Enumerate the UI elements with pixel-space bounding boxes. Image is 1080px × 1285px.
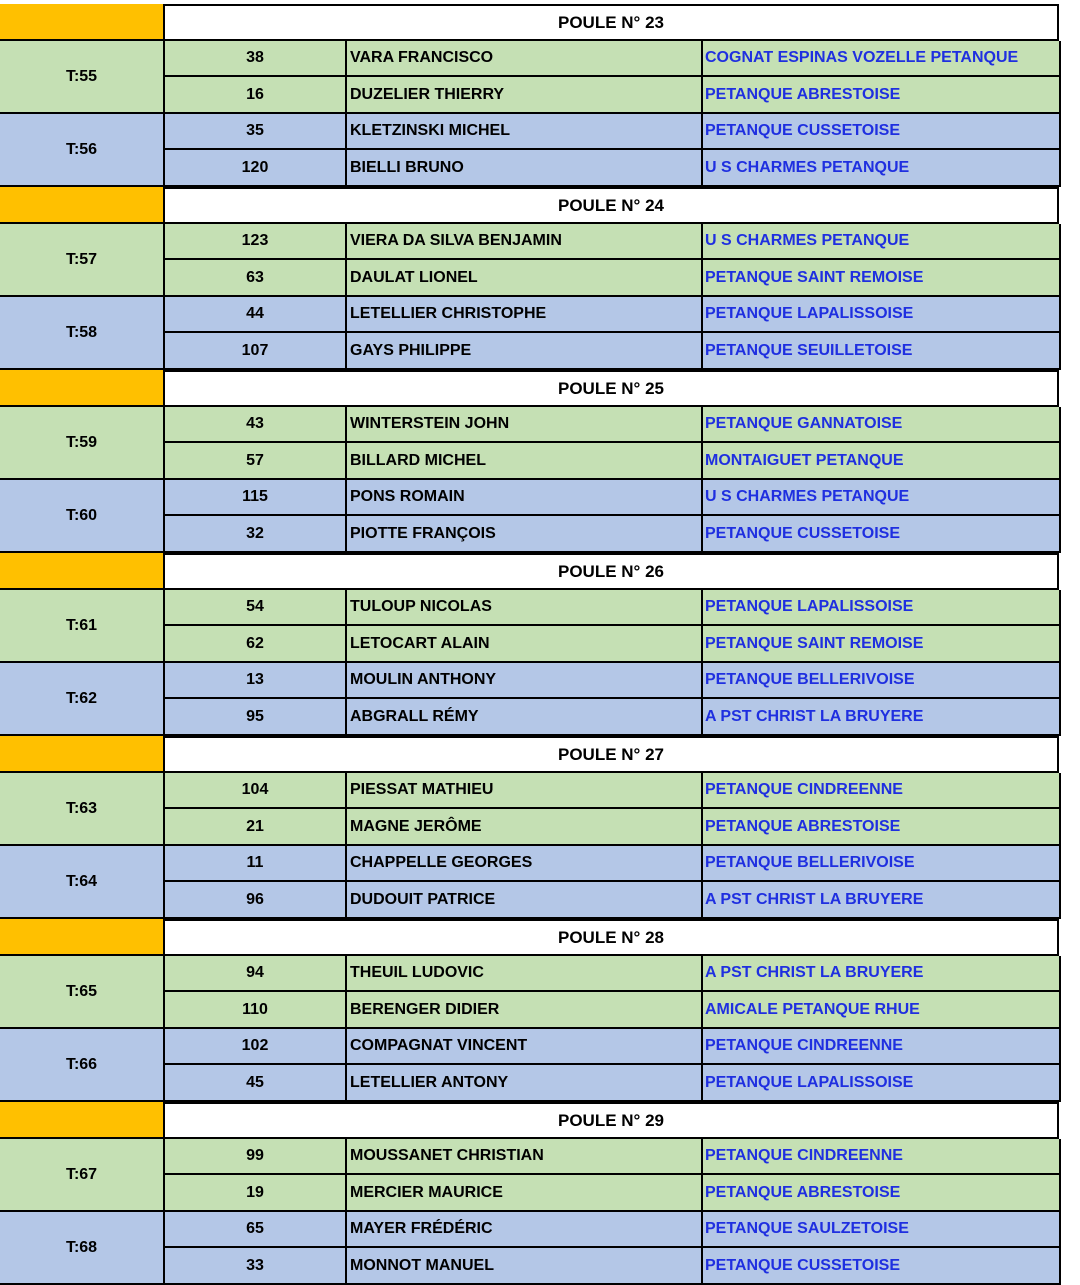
table-label: T:67 <box>0 1139 163 1212</box>
player-number: 120 <box>165 150 347 185</box>
table-label: T:57 <box>0 224 163 297</box>
player-row <box>163 809 1061 846</box>
player-name: VARA FRANCISCO <box>347 41 703 75</box>
player-club: PETANQUE SAINT REMOISE <box>705 268 924 286</box>
poule-section <box>0 187 1059 370</box>
player-name: MAYER FRÉDÉRIC <box>347 1212 703 1246</box>
player-number: 19 <box>165 1175 347 1210</box>
poule-title: POULE N° 24 <box>163 187 1059 224</box>
player-row <box>163 516 1061 553</box>
player-number: 35 <box>165 114 347 148</box>
player-club: PETANQUE BELLERIVOISE <box>705 671 915 688</box>
player-club: PETANQUE CUSSETOISE <box>705 122 900 139</box>
player-club: PETANQUE SAINT REMOISE <box>705 634 924 652</box>
poule-section <box>0 1102 1059 1285</box>
table-group <box>0 1029 1059 1102</box>
player-club: PETANQUE CINDREENNE <box>705 1037 903 1054</box>
player-row <box>163 992 1061 1029</box>
player-name: DUZELIER THIERRY <box>347 77 703 112</box>
player-club: PETANQUE LAPALISSOISE <box>705 598 914 615</box>
player-name: BIELLI BRUNO <box>347 150 703 185</box>
poule-header <box>0 370 1059 407</box>
player-name: LETELLIER ANTONY <box>347 1065 703 1100</box>
player-club: PETANQUE CINDREENNE <box>705 781 903 798</box>
poule-section <box>0 4 1059 187</box>
player-number: 107 <box>165 333 347 368</box>
player-name: THEUIL LUDOVIC <box>347 956 703 990</box>
player-club: COGNAT ESPINAS VOZELLE PETANQUE <box>705 49 1019 66</box>
table-label: T:61 <box>0 590 163 663</box>
poule-title: POULE N° 25 <box>163 370 1059 407</box>
player-number: 94 <box>165 956 347 990</box>
poule-marker <box>0 919 163 956</box>
poule-title: POULE N° 26 <box>163 553 1059 590</box>
poule-header <box>0 187 1059 224</box>
player-club: A PST CHRIST LA BRUYERE <box>705 707 924 725</box>
player-row <box>163 150 1061 187</box>
poule-marker <box>0 736 163 773</box>
player-club: AMICALE PETANQUE RHUE <box>705 1000 920 1018</box>
player-row <box>163 699 1061 736</box>
player-number: 21 <box>165 809 347 844</box>
player-row <box>163 41 1061 77</box>
player-name: DUDOUIT PATRICE <box>347 882 703 917</box>
pool-draw-sheet <box>0 4 1059 1285</box>
table-label: T:58 <box>0 297 163 370</box>
player-name: BERENGER DIDIER <box>347 992 703 1027</box>
table-label: T:64 <box>0 846 163 919</box>
player-number: 96 <box>165 882 347 917</box>
player-name: WINTERSTEIN JOHN <box>347 407 703 441</box>
table-group <box>0 956 1059 1029</box>
player-club: U S CHARMES PETANQUE <box>705 488 910 505</box>
player-row <box>163 443 1061 480</box>
table-group <box>0 663 1059 736</box>
player-club: PETANQUE CINDREENNE <box>705 1147 903 1164</box>
player-club: PETANQUE BELLERIVOISE <box>705 854 915 871</box>
table-label: T:68 <box>0 1212 163 1285</box>
table-label: T:56 <box>0 114 163 187</box>
player-number: 95 <box>165 699 347 734</box>
table-group <box>0 407 1059 480</box>
table-label: T:65 <box>0 956 163 1029</box>
table-label: T:60 <box>0 480 163 553</box>
player-club: MONTAIGUET PETANQUE <box>705 451 904 469</box>
poule-section <box>0 370 1059 553</box>
player-number: 102 <box>165 1029 347 1063</box>
player-row <box>163 224 1061 260</box>
player-row <box>163 882 1061 919</box>
player-row <box>163 480 1061 516</box>
player-number: 38 <box>165 41 347 75</box>
poule-title: POULE N° 29 <box>163 1102 1059 1139</box>
table-group <box>0 1212 1059 1285</box>
player-number: 62 <box>165 626 347 661</box>
poule-header <box>0 4 1059 41</box>
table-label: T:55 <box>0 41 163 114</box>
player-club: A PST CHRIST LA BRUYERE <box>705 964 924 981</box>
player-name: LETELLIER CHRISTOPHE <box>347 297 703 331</box>
table-label: T:59 <box>0 407 163 480</box>
player-name: COMPAGNAT VINCENT <box>347 1029 703 1063</box>
table-group <box>0 773 1059 846</box>
player-name: MOULIN ANTHONY <box>347 663 703 697</box>
player-number: 13 <box>165 663 347 697</box>
poule-header <box>0 736 1059 773</box>
table-group <box>0 480 1059 553</box>
player-name: KLETZINSKI MICHEL <box>347 114 703 148</box>
player-club: PETANQUE ABRESTOISE <box>705 817 901 835</box>
table-group <box>0 297 1059 370</box>
poule-marker <box>0 4 163 41</box>
player-number: 63 <box>165 260 347 295</box>
player-club: PETANQUE CUSSETOISE <box>705 524 900 542</box>
player-number: 32 <box>165 516 347 551</box>
player-number: 123 <box>165 224 347 258</box>
player-club: U S CHARMES PETANQUE <box>705 158 910 176</box>
player-row <box>163 846 1061 882</box>
player-row <box>163 1029 1061 1065</box>
player-name: GAYS PHILIPPE <box>347 333 703 368</box>
player-name: DAULAT LIONEL <box>347 260 703 295</box>
player-row <box>163 663 1061 699</box>
player-row <box>163 297 1061 333</box>
player-row <box>163 590 1061 626</box>
player-club: A PST CHRIST LA BRUYERE <box>705 890 924 908</box>
player-number: 57 <box>165 443 347 478</box>
table-label: T:63 <box>0 773 163 846</box>
poule-marker <box>0 187 163 224</box>
player-name: MERCIER MAURICE <box>347 1175 703 1210</box>
player-name: CHAPPELLE GEORGES <box>347 846 703 880</box>
player-name: LETOCART ALAIN <box>347 626 703 661</box>
poule-marker <box>0 553 163 590</box>
poule-header <box>0 919 1059 956</box>
player-number: 104 <box>165 773 347 807</box>
player-row <box>163 114 1061 150</box>
table-group <box>0 114 1059 187</box>
player-number: 65 <box>165 1212 347 1246</box>
player-number: 115 <box>165 480 347 514</box>
poule-section <box>0 736 1059 919</box>
table-group <box>0 846 1059 919</box>
poule-section <box>0 553 1059 736</box>
player-club: PETANQUE LAPALISSOISE <box>705 1073 914 1091</box>
player-club: PETANQUE ABRESTOISE <box>705 85 901 103</box>
poule-section <box>0 919 1059 1102</box>
player-name: PIESSAT MATHIEU <box>347 773 703 807</box>
player-row <box>163 407 1061 443</box>
player-number: 33 <box>165 1248 347 1283</box>
player-name: VIERA DA SILVA BENJAMIN <box>347 224 703 258</box>
player-row <box>163 1248 1061 1285</box>
player-name: MONNOT MANUEL <box>347 1248 703 1283</box>
player-club: PETANQUE ABRESTOISE <box>705 1183 901 1201</box>
player-number: 44 <box>165 297 347 331</box>
table-group <box>0 1139 1059 1212</box>
player-row <box>163 1212 1061 1248</box>
player-row <box>163 260 1061 297</box>
player-name: PIOTTE FRANÇOIS <box>347 516 703 551</box>
player-number: 11 <box>165 846 347 880</box>
player-number: 43 <box>165 407 347 441</box>
poule-title: POULE N° 28 <box>163 919 1059 956</box>
player-row <box>163 1065 1061 1102</box>
player-club: U S CHARMES PETANQUE <box>705 232 910 249</box>
player-row <box>163 1139 1061 1175</box>
poule-marker <box>0 370 163 407</box>
player-club: PETANQUE SAULZETOISE <box>705 1220 909 1237</box>
player-club: PETANQUE GANNATOISE <box>705 415 903 432</box>
player-name: MAGNE JERÔME <box>347 809 703 844</box>
player-number: 54 <box>165 590 347 624</box>
player-row <box>163 333 1061 370</box>
player-name: PONS ROMAIN <box>347 480 703 514</box>
player-row <box>163 1175 1061 1212</box>
table-label: T:66 <box>0 1029 163 1102</box>
player-number: 45 <box>165 1065 347 1100</box>
player-name: ABGRALL RÉMY <box>347 699 703 734</box>
poule-title: POULE N° 27 <box>163 736 1059 773</box>
player-club: PETANQUE SEUILLETOISE <box>705 341 913 359</box>
player-row <box>163 626 1061 663</box>
player-number: 99 <box>165 1139 347 1173</box>
player-club: PETANQUE CUSSETOISE <box>705 1256 900 1274</box>
poule-header <box>0 553 1059 590</box>
poule-header <box>0 1102 1059 1139</box>
player-number: 110 <box>165 992 347 1027</box>
player-name: BILLARD MICHEL <box>347 443 703 478</box>
player-row <box>163 956 1061 992</box>
player-number: 16 <box>165 77 347 112</box>
table-label: T:62 <box>0 663 163 736</box>
player-name: TULOUP NICOLAS <box>347 590 703 624</box>
poule-marker <box>0 1102 163 1139</box>
table-group <box>0 224 1059 297</box>
player-club: PETANQUE LAPALISSOISE <box>705 305 914 322</box>
player-name: MOUSSANET CHRISTIAN <box>347 1139 703 1173</box>
player-row <box>163 77 1061 114</box>
poule-title: POULE N° 23 <box>163 4 1059 41</box>
table-group <box>0 41 1059 114</box>
table-group <box>0 590 1059 663</box>
player-row <box>163 773 1061 809</box>
